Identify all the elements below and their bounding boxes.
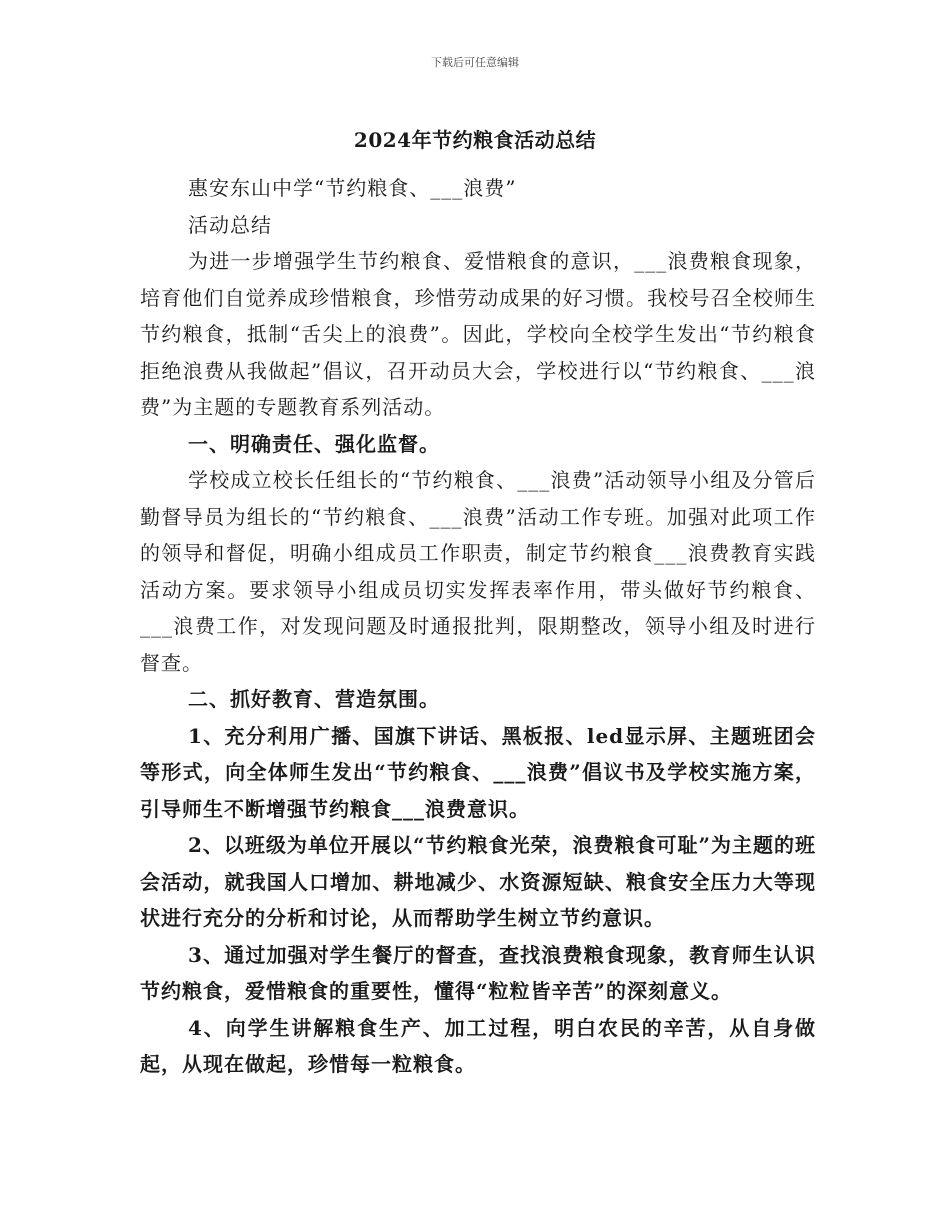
- section-1-paragraph: 学校成立校长任组长的“节约粮食、___浪费”活动领导小组及分管后勤督导员为组长的“节约粮食、___浪费”活动工作专班。加强对此项工作的领导和督促，明确小组成员工作职责，制定节约粮食___浪费教育实践活动方案。要求领导小组成员切实发挥表率作用，带头做好节约粮食、___浪费工作，对发现问题及时通报批判，限期整改，领导小组及时进行督查。: [140, 468, 816, 675]
- intro-paragraph: 为进一步增强学生节约粮食、爱惜粮食的意识，___浪费粮食现象，培育他们自觉养成珍惜粮食，珍惜劳动成果的好习惯。我校号召全校师生节约粮食，抵制“舌尖上的浪费”。因此，学校向全校学生发出“节约粮食拒绝浪费从我做起”倡议，召开动员大会，学校进行以“节约粮食、___浪费”为主题的专题教育系列活动。: [140, 249, 816, 419]
- section-heading-1: 一、明确责任、强化监督。: [188, 431, 440, 456]
- section-heading-2: 二、抓好教育、营造氛围。: [188, 687, 440, 711]
- list-item-3: 3、通过加强对学生餐厅的督查，查找浪费粮食现象，教育师生认识节约粮食，爱惜粮食的重要性，懂得“粒粒皆辛苦”的深刻意义。: [140, 942, 816, 1003]
- list-item-4: 4、向学生讲解粮食生产、加工过程，明白农民的辛苦，从自身做起，从现在做起，珍惜每一粒粮食。: [140, 1015, 816, 1076]
- document-body: [140, 170, 816, 1083]
- school-name-line: 惠安东山中学“节约粮食、___浪费”: [188, 176, 517, 200]
- header-note: 下载后可任意编辑: [431, 56, 519, 69]
- subtitle-line: 活动总结: [188, 212, 272, 237]
- list-item-1: 1、充分利用广播、国旗下讲话、黑板报、led显示屏、主题班团会等形式，向全体师生发出“节约粮食、___浪费”倡议书及学校实施方案，引导师生不断增强节约粮食___浪费意识。: [140, 723, 816, 821]
- document-title: 2024年节约粮食活动总结: [353, 128, 597, 152]
- list-item-2: 2、以班级为单位开展以“节约粮食光荣，浪费粮食可耻”为主题的班会活动，就我国人口增加、耕地减少、水资源短缺、粮食安全压力大等现状进行充分的分析和讨论，从而帮助学生树立节约意识。: [140, 833, 816, 930]
